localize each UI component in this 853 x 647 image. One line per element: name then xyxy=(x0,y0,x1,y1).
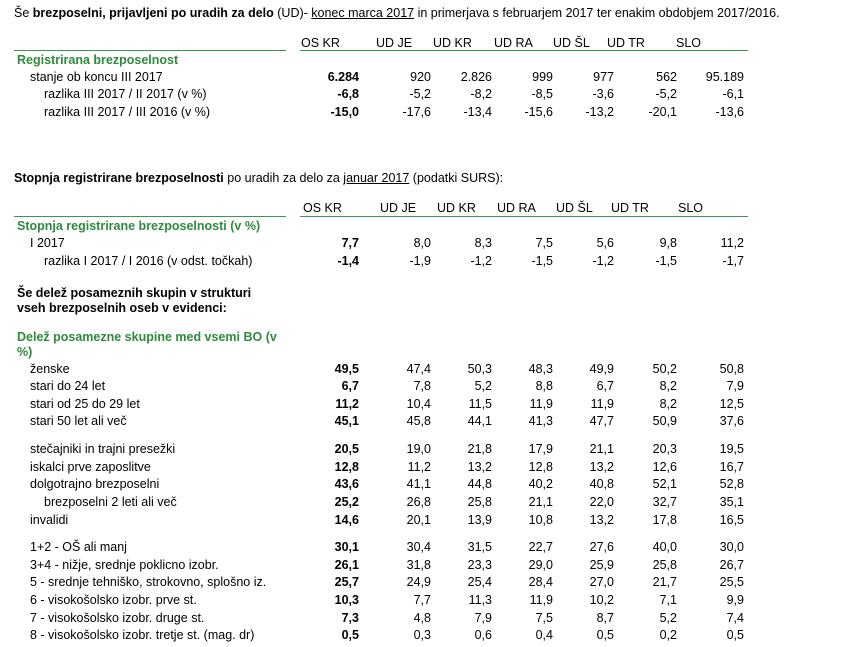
cell-value: 50,8 xyxy=(719,362,744,376)
heading-rate-mid: po uradih za delo za xyxy=(223,171,344,185)
cell-value: -1,9 xyxy=(409,254,431,268)
col-ud-kr: UD KR xyxy=(437,201,476,215)
cell-value: 20,3 xyxy=(652,442,677,456)
table-row xyxy=(0,611,853,628)
table-row xyxy=(0,442,853,459)
cell-value: -1,7 xyxy=(722,254,744,268)
cell-value: 20,1 xyxy=(406,513,431,527)
cell-value: 22,7 xyxy=(528,540,553,554)
row-label: brezposelni 2 leti ali več xyxy=(44,495,177,509)
table-row xyxy=(0,513,853,530)
table-row xyxy=(0,540,853,557)
cell-value: 7,4 xyxy=(726,611,744,625)
cell-value: 30,4 xyxy=(406,540,431,554)
cell-value: 40,2 xyxy=(528,477,553,491)
cell-value: 562 xyxy=(656,70,677,84)
cell-value: 27,0 xyxy=(589,575,614,589)
table-row xyxy=(0,254,853,271)
col-ud-je: UD JE xyxy=(376,36,413,50)
cell-value: 50,3 xyxy=(467,362,492,376)
cell-value: -6,1 xyxy=(722,87,744,101)
cell-value: 13,2 xyxy=(467,460,492,474)
cell-value: 13,2 xyxy=(589,460,614,474)
cell-value: -17,6 xyxy=(402,105,431,119)
cell-value: 17,9 xyxy=(528,442,553,456)
cell-value: 7,7 xyxy=(341,236,359,250)
cell-value: 9,9 xyxy=(726,593,744,607)
divider xyxy=(300,50,748,51)
cell-value: 7,9 xyxy=(726,379,744,393)
table-row xyxy=(0,460,853,477)
table-row xyxy=(0,87,853,104)
col-ud-kr: UD KR xyxy=(433,36,472,50)
table-row xyxy=(0,236,853,253)
divider xyxy=(14,216,286,217)
cell-value: 14,6 xyxy=(334,513,359,527)
table-row xyxy=(0,558,853,575)
section-title-share-line1: Delež posamezne skupine med vsemi BO (v xyxy=(17,330,277,344)
cell-value: 11,9 xyxy=(590,397,614,411)
row-label: stari 50 let ali več xyxy=(30,414,127,428)
cell-value: 30,0 xyxy=(719,540,744,554)
cell-value: 0,6 xyxy=(474,628,492,642)
cell-value: -13,4 xyxy=(463,105,492,119)
cell-value: 11,3 xyxy=(468,593,492,607)
cell-value: -13,6 xyxy=(715,105,744,119)
cell-value: 35,1 xyxy=(719,495,744,509)
cell-value: 8,8 xyxy=(535,379,553,393)
cell-value: 10,8 xyxy=(528,513,553,527)
cell-value: -1,2 xyxy=(592,254,614,268)
cell-value: 8,2 xyxy=(659,397,677,411)
table-row xyxy=(0,70,853,87)
table-row xyxy=(0,593,853,610)
table-row xyxy=(0,477,853,494)
cell-value: 999 xyxy=(532,70,553,84)
cell-value: 6,7 xyxy=(341,379,359,393)
cell-value: 11,9 xyxy=(529,593,553,607)
cell-value: 6,7 xyxy=(596,379,614,393)
cell-value: 16,5 xyxy=(719,513,744,527)
cell-value: 95.189 xyxy=(705,70,744,84)
row-label: stari od 25 do 29 let xyxy=(30,397,140,411)
col-os-kr: OS KR xyxy=(303,201,342,215)
row-label: iskalci prve zaposlitve xyxy=(30,460,151,474)
cell-value: 10,4 xyxy=(406,397,431,411)
cell-value: -1,2 xyxy=(470,254,492,268)
cell-value: 43,6 xyxy=(334,477,359,491)
row-label: I 2017 xyxy=(30,236,65,250)
cell-value: 20,5 xyxy=(334,442,359,456)
col-ud-sl: UD ŠL xyxy=(556,201,593,215)
cell-value: 0,5 xyxy=(341,628,359,642)
cell-value: 21,1 xyxy=(589,442,614,456)
col-os-kr: OS KR xyxy=(301,36,340,50)
cell-value: 7,5 xyxy=(535,611,553,625)
col-ud-sl: UD ŠL xyxy=(553,36,590,50)
intro-prefix: Še xyxy=(14,6,33,20)
cell-value: 13,2 xyxy=(589,513,614,527)
cell-value: 10,3 xyxy=(334,593,359,607)
cell-value: 22,0 xyxy=(589,495,614,509)
cell-value: 10,2 xyxy=(589,593,614,607)
cell-value: 8,3 xyxy=(474,236,492,250)
divider xyxy=(14,50,286,51)
cell-value: 12,6 xyxy=(652,460,677,474)
cell-value: 31,5 xyxy=(467,540,492,554)
intro-text xyxy=(14,6,780,20)
cell-value: 32,7 xyxy=(652,495,677,509)
row-label: 8 - visokošolsko izobr. tretje st. (mag. dr) xyxy=(30,628,255,642)
cell-value: 25,8 xyxy=(467,495,492,509)
row-label: stari do 24 let xyxy=(30,379,106,393)
cell-value: 7,7 xyxy=(413,593,431,607)
section-title-share-line2: %) xyxy=(17,345,33,359)
cell-value: 19,5 xyxy=(719,442,744,456)
row-label: stečajniki in trajni presežki xyxy=(30,442,176,456)
cell-value: 26,8 xyxy=(406,495,431,509)
heading-rate-period: januar 2017 xyxy=(343,171,410,185)
cell-value: -20,1 xyxy=(648,105,677,119)
row-label: dolgotrajno brezposelni xyxy=(30,477,160,491)
cell-value: -6,8 xyxy=(337,87,359,101)
cell-value: 45,1 xyxy=(334,414,359,428)
cell-value: 49,9 xyxy=(589,362,614,376)
table-row xyxy=(0,397,853,414)
cell-value: 50,9 xyxy=(652,414,677,428)
cell-value: 13,9 xyxy=(467,513,492,527)
table-row xyxy=(0,414,853,431)
col-ud-je: UD JE xyxy=(380,201,417,215)
cell-value: 0,5 xyxy=(726,628,744,642)
heading-rate-suffix: (podatki SURS): xyxy=(409,171,504,185)
heading-share-line2: vseh brezposelnih oseb v evidenci: xyxy=(17,301,227,315)
section-title-rate: Stopnja registrirane brezposelnosti (v %) xyxy=(17,219,261,233)
cell-value: -15,6 xyxy=(524,105,553,119)
cell-value: 8,0 xyxy=(413,236,431,250)
cell-value: 11,2 xyxy=(720,236,744,250)
cell-value: 21,7 xyxy=(652,575,677,589)
cell-value: 920 xyxy=(410,70,431,84)
cell-value: -1,4 xyxy=(337,254,359,268)
divider xyxy=(300,216,748,217)
cell-value: 977 xyxy=(593,70,614,84)
table-row xyxy=(0,105,853,122)
col-ud-tr: UD TR xyxy=(611,201,649,215)
cell-value: 2.826 xyxy=(460,70,492,84)
row-label: 1+2 - OŠ ali manj xyxy=(30,540,127,554)
cell-value: 25,2 xyxy=(334,495,359,509)
cell-value: -1,5 xyxy=(531,254,553,268)
cell-value: 41,1 xyxy=(406,477,431,491)
cell-value: 0,4 xyxy=(535,628,553,642)
cell-value: 26,7 xyxy=(719,558,744,572)
cell-value: 48,3 xyxy=(528,362,553,376)
cell-value: 44,8 xyxy=(467,477,492,491)
cell-value: 21,1 xyxy=(528,495,553,509)
cell-value: 11,9 xyxy=(529,397,553,411)
row-label: 7 - visokošolsko izobr. druge st. xyxy=(30,611,205,625)
row-label: 5 - srednje tehniško, strokovno, splošno iz. xyxy=(30,575,267,589)
cell-value: 7,9 xyxy=(474,611,492,625)
cell-value: 7,1 xyxy=(659,593,677,607)
cell-value: 0,5 xyxy=(596,628,614,642)
cell-value: -5,2 xyxy=(409,87,431,101)
table-row xyxy=(0,628,853,645)
cell-value: 11,2 xyxy=(335,397,359,411)
row-label: ženske xyxy=(30,362,70,376)
cell-value: 5,6 xyxy=(596,236,614,250)
cell-value: -8,2 xyxy=(470,87,492,101)
cell-value: 7,8 xyxy=(413,379,431,393)
cell-value: 12,8 xyxy=(528,460,553,474)
cell-value: 11,5 xyxy=(468,397,492,411)
row-label: 3+4 - nižje, srednje poklicno izobr. xyxy=(30,558,219,572)
heading-share-line1: Še delež posameznih skupin v strukturi xyxy=(17,286,252,300)
cell-value: 52,8 xyxy=(719,477,744,491)
cell-value: 45,8 xyxy=(406,414,431,428)
col-ud-tr: UD TR xyxy=(607,36,645,50)
cell-value: 7,5 xyxy=(535,236,553,250)
row-label: razlika I 2017 / I 2016 (v odst. točkah) xyxy=(44,254,253,268)
cell-value: 6.284 xyxy=(327,70,359,84)
cell-value: 24,9 xyxy=(406,575,431,589)
cell-value: 41,3 xyxy=(528,414,553,428)
cell-value: 12,8 xyxy=(334,460,359,474)
cell-value: -1,5 xyxy=(655,254,677,268)
intro-suffix: in primerjava s februarjem 2017 ter enakim obdobjem 2017/2016. xyxy=(414,6,780,20)
row-label: invalidi xyxy=(30,513,69,527)
cell-value: 25,9 xyxy=(589,558,614,572)
cell-value: 25,5 xyxy=(719,575,744,589)
cell-value: 28,4 xyxy=(528,575,553,589)
intro-bold: brezposelni, prijavljeni po uradih za delo xyxy=(32,6,274,20)
row-label: stanje ob koncu III 2017 xyxy=(30,70,163,84)
cell-value: 47,7 xyxy=(589,414,614,428)
column-header-2 xyxy=(0,201,853,217)
cell-value: 31,8 xyxy=(406,558,431,572)
cell-value: 25,4 xyxy=(467,575,492,589)
cell-value: 5,2 xyxy=(474,379,492,393)
cell-value: 7,3 xyxy=(341,611,359,625)
col-ud-ra: UD RA xyxy=(494,36,533,50)
cell-value: 44,1 xyxy=(467,414,492,428)
cell-value: 30,1 xyxy=(334,540,359,554)
col-slo: SLO xyxy=(678,201,704,215)
heading-rate-bold: Stopnja registrirane brezposelnosti xyxy=(14,171,224,185)
cell-value: 27,6 xyxy=(589,540,614,554)
cell-value: 17,8 xyxy=(652,513,677,527)
table-row xyxy=(0,495,853,512)
cell-value: 4,8 xyxy=(413,611,431,625)
cell-value: 37,6 xyxy=(719,414,744,428)
cell-value: 12,5 xyxy=(719,397,744,411)
cell-value: 21,8 xyxy=(467,442,492,456)
cell-value: -3,6 xyxy=(592,87,614,101)
cell-value: 25,7 xyxy=(334,575,359,589)
cell-value: 0,3 xyxy=(413,628,431,642)
table-row xyxy=(0,379,853,396)
section-title-registered-unemployment: Registrirana brezposelnost xyxy=(17,53,179,67)
heading-rate xyxy=(14,171,503,185)
cell-value: -8,5 xyxy=(531,87,553,101)
row-label: razlika III 2017 / II 2017 (v %) xyxy=(44,87,207,101)
cell-value: 8,2 xyxy=(659,379,677,393)
cell-value: -15,0 xyxy=(330,105,359,119)
cell-value: 40,0 xyxy=(652,540,677,554)
cell-value: 26,1 xyxy=(334,558,359,572)
cell-value: 50,2 xyxy=(652,362,677,376)
cell-value: 49,5 xyxy=(334,362,359,376)
intro-period: konec marca 2017 xyxy=(311,6,415,20)
cell-value: 52,1 xyxy=(652,477,677,491)
cell-value: -13,2 xyxy=(585,105,614,119)
intro-mid: (UD)- xyxy=(273,6,312,20)
cell-value: 9,8 xyxy=(659,236,677,250)
cell-value: 16,7 xyxy=(719,460,744,474)
cell-value: 5,2 xyxy=(659,611,677,625)
cell-value: 23,3 xyxy=(467,558,492,572)
table-row xyxy=(0,362,853,379)
cell-value: 8,7 xyxy=(596,611,614,625)
cell-value: 19,0 xyxy=(406,442,431,456)
cell-value: 29,0 xyxy=(528,558,553,572)
cell-value: -5,2 xyxy=(655,87,677,101)
cell-value: 0,2 xyxy=(659,628,677,642)
cell-value: 11,2 xyxy=(407,460,431,474)
table-row xyxy=(0,575,853,592)
cell-value: 25,8 xyxy=(652,558,677,572)
row-label: razlika III 2017 / III 2016 (v %) xyxy=(44,105,211,119)
col-slo: SLO xyxy=(676,36,702,50)
row-label: 6 - visokošolsko izobr. prve st. xyxy=(30,593,197,607)
cell-value: 47,4 xyxy=(406,362,431,376)
cell-value: 40,8 xyxy=(589,477,614,491)
col-ud-ra: UD RA xyxy=(497,201,536,215)
